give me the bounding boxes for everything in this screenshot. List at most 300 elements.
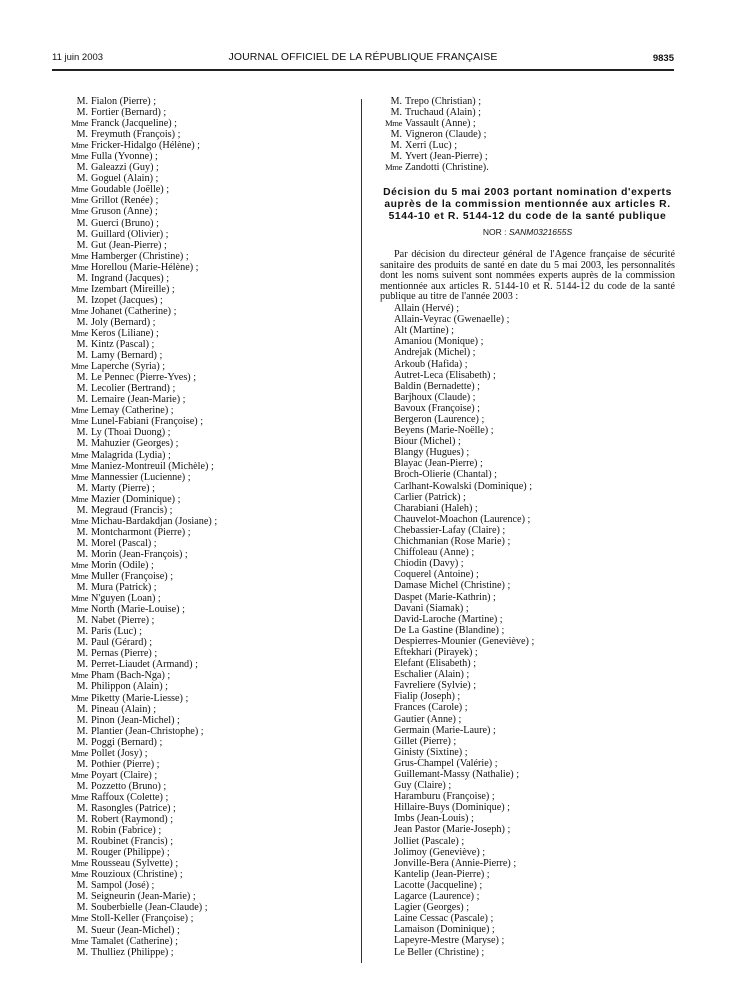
- civility: M.: [76, 626, 88, 638]
- civility: M.: [76, 217, 88, 229]
- civility: M.: [76, 648, 88, 660]
- column-divider: [361, 99, 362, 963]
- list-item: [66, 814, 346, 825]
- list-item: [66, 438, 346, 449]
- expert-name: Elefant (Elisabeth) ;: [394, 658, 477, 670]
- list-item: [66, 693, 346, 704]
- expert-name: Ginisty (Sixtine) ;: [394, 746, 468, 758]
- list-item: [380, 151, 675, 162]
- civility: Mme: [71, 913, 88, 924]
- person-name: Michau-Bardakdjan (Josiane) ;: [91, 515, 218, 527]
- civility: M.: [76, 725, 88, 737]
- list-item: [66, 538, 346, 549]
- civility: Mme: [71, 416, 88, 427]
- list-item: [66, 715, 346, 726]
- person-name: Paul (Gérard) ;: [91, 637, 153, 649]
- expert-name: Broch-Olierie (Chantal) ;: [394, 469, 497, 481]
- list-item: [66, 383, 346, 394]
- list-item: [66, 582, 346, 593]
- list-item: [380, 96, 675, 107]
- civility: M.: [76, 714, 88, 726]
- person-name: Franck (Jacqueline) ;: [91, 118, 177, 130]
- civility: Mme: [71, 327, 88, 338]
- person-name: Mura (Patrick) ;: [91, 582, 157, 594]
- list-item: [66, 792, 346, 803]
- list-item: [66, 218, 346, 229]
- person-name: Horellou (Marie-Hélène) ;: [91, 261, 199, 273]
- list-item: [66, 527, 346, 538]
- civility: M.: [76, 239, 88, 251]
- list-item: [66, 659, 346, 670]
- civility: Mme: [385, 118, 402, 129]
- civility: M.: [76, 780, 88, 792]
- civility: Mme: [71, 195, 88, 206]
- expert-name: Arkoub (Hafida) ;: [394, 358, 468, 370]
- person-name: Pernas (Pierre) ;: [91, 648, 158, 660]
- person-name: Rouzioux (Christine) ;: [91, 869, 183, 881]
- civility: Mme: [71, 471, 88, 482]
- person-name: Lamy (Bernard) ;: [91, 350, 163, 362]
- civility: M.: [76, 316, 88, 328]
- expert-name: Grus-Champel (Valérie) ;: [394, 757, 498, 769]
- person-name: Johanet (Catherine) ;: [91, 305, 177, 317]
- list-item: [66, 472, 346, 483]
- expert-name: Eftekhari (Pirayek) ;: [394, 646, 478, 658]
- person-name: Malagrida (Lydia) ;: [91, 449, 171, 461]
- civility: M.: [76, 394, 88, 406]
- person-name: Le Pennec (Pierre-Yves) ;: [91, 372, 197, 384]
- expert-name: Chebassier-Lafay (Claire) ;: [394, 524, 506, 536]
- civility: M.: [390, 151, 402, 163]
- civility: M.: [390, 96, 402, 107]
- list-item: [66, 339, 346, 350]
- expert-name: Lagarce (Laurence) ;: [394, 891, 480, 903]
- person-name: Marty (Pierre) ;: [91, 482, 155, 494]
- list-item: [66, 206, 346, 217]
- list-item: [66, 704, 346, 715]
- civility: M.: [76, 836, 88, 848]
- civility: Mme: [71, 151, 88, 162]
- person-name: Mahuzier (Georges) ;: [91, 438, 179, 450]
- header-date: 11 juin 2003: [52, 52, 104, 63]
- list-item: [66, 129, 346, 140]
- expert-name: Favreliere (Sylvie) ;: [394, 680, 477, 692]
- civility: M.: [76, 107, 88, 119]
- list-item: [66, 571, 346, 582]
- person-name: Mannessier (Lucienne) ;: [91, 471, 191, 483]
- list-item: [66, 869, 346, 880]
- expert-name: Charabiani (Haleh) ;: [394, 502, 478, 514]
- list-item: [66, 560, 346, 571]
- person-name: Morel (Pascal) ;: [91, 537, 157, 549]
- list-item: [66, 173, 346, 184]
- civility: M.: [76, 129, 88, 141]
- list-item: [66, 637, 346, 648]
- person-name: Goudable (Joëlle) ;: [91, 184, 170, 196]
- civility: M.: [76, 350, 88, 362]
- civility: M.: [76, 548, 88, 560]
- civility: Mme: [71, 559, 88, 570]
- civility: M.: [76, 96, 88, 107]
- civility: M.: [76, 736, 88, 748]
- list-item: [66, 593, 346, 604]
- person-name: Guerci (Bruno) ;: [91, 217, 159, 229]
- person-name: Hamberger (Christine) ;: [91, 250, 189, 262]
- list-item: [66, 450, 346, 461]
- civility: M.: [76, 162, 88, 174]
- person-name: Mazier (Dominique) ;: [91, 493, 181, 505]
- list-item: [66, 405, 346, 416]
- person-name: Vigneron (Claude) ;: [405, 129, 487, 141]
- civility: M.: [390, 129, 402, 141]
- expert-name: Lamaison (Dominique) ;: [394, 924, 495, 936]
- person-name: Yvert (Jean-Pierre) ;: [405, 151, 488, 163]
- person-name: Zandotti (Christine).: [405, 162, 489, 174]
- expert-name: Gillet (Pierre) ;: [394, 735, 457, 747]
- person-name: Souberbielle (Jean-Claude) ;: [91, 902, 208, 914]
- civility: Mme: [71, 184, 88, 195]
- person-name: Trepo (Christian) ;: [405, 96, 482, 107]
- person-name: Xerri (Luc) ;: [405, 140, 458, 152]
- person-name: Kintz (Pascal) ;: [91, 339, 155, 351]
- civility: M.: [76, 537, 88, 549]
- list-item: [66, 648, 346, 659]
- expert-name: Blangy (Hugues) ;: [394, 447, 470, 459]
- list-item: [66, 306, 346, 317]
- civility: M.: [76, 526, 88, 538]
- expert-name: Biour (Michel) ;: [394, 436, 461, 448]
- list-item: [66, 902, 346, 913]
- person-name: Philippon (Alain) ;: [91, 681, 168, 693]
- list-item: [66, 626, 346, 637]
- person-name: Rousseau (Sylvette) ;: [91, 858, 179, 870]
- expert-name: Lacotte (Jacqueline) ;: [394, 879, 483, 891]
- person-name: Keros (Liliane) ;: [91, 327, 159, 339]
- expert-name: De La Gastine (Blandine) ;: [394, 624, 505, 636]
- expert-name: Jolliet (Pascale) ;: [394, 835, 465, 847]
- person-name: Lecolier (Bertrand) ;: [91, 383, 176, 395]
- person-name: Robin (Fabrice) ;: [91, 825, 162, 837]
- expert-name: Carlhant-Kowalski (Dominique) ;: [394, 480, 533, 492]
- person-name: Nabet (Pierre) ;: [91, 615, 155, 627]
- expert-name: Carlier (Patrick) ;: [394, 491, 466, 503]
- list-item: [66, 737, 346, 748]
- person-name: Freymuth (François) ;: [91, 129, 181, 141]
- list-item: [380, 129, 675, 140]
- person-name: Pothier (Pierre) ;: [91, 758, 160, 770]
- list-item: [66, 151, 346, 162]
- list-item: [66, 262, 346, 273]
- expert-name: Eschalier (Alain) ;: [394, 669, 470, 681]
- civility: M.: [76, 880, 88, 892]
- civility: Mme: [71, 305, 88, 316]
- person-name: Pham (Bach-Nga) ;: [91, 670, 171, 682]
- list-item: [66, 516, 346, 527]
- civility: M.: [76, 825, 88, 837]
- expert-name: Haramburu (Françoise) ;: [394, 791, 495, 803]
- expert-name: Frances (Carole) ;: [394, 702, 468, 714]
- civility: Mme: [71, 692, 88, 703]
- civility: M.: [76, 272, 88, 284]
- civility: Mme: [385, 162, 402, 173]
- list-item: [66, 273, 346, 284]
- list-item: [66, 195, 346, 206]
- list-item: [66, 615, 346, 626]
- list-item: [66, 913, 346, 924]
- civility: Mme: [71, 791, 88, 802]
- list-item: [66, 328, 346, 339]
- list-item: [66, 427, 346, 438]
- expert-name: Kantelip (Jean-Pierre) ;: [394, 868, 490, 880]
- expert-name: Fialip (Joseph) ;: [394, 691, 461, 703]
- list-item: [66, 107, 346, 118]
- expert-name: Laine Cessac (Pascale) ;: [394, 913, 494, 925]
- person-name: Sampol (José) ;: [91, 880, 155, 892]
- person-name: Lemay (Catherine) ;: [91, 405, 174, 417]
- expert-name: Alt (Martine) ;: [394, 325, 454, 337]
- expert-name: Coquerel (Antoine) ;: [394, 569, 479, 581]
- list-item: [66, 925, 346, 936]
- list-item: [66, 140, 346, 151]
- civility: M.: [76, 814, 88, 826]
- list-item: [66, 461, 346, 472]
- civility: Mme: [71, 571, 88, 582]
- person-name: Lemaire (Jean-Marie) ;: [91, 394, 186, 406]
- list-item: [66, 350, 346, 361]
- civility: Mme: [71, 118, 88, 129]
- list-item: [66, 858, 346, 869]
- person-name: Joly (Bernard) ;: [91, 316, 156, 328]
- civility: Mme: [71, 261, 88, 272]
- page-number: 9835: [652, 53, 674, 64]
- list-item: [66, 394, 346, 405]
- person-name: Pollet (Josy) ;: [91, 747, 148, 759]
- civility: Mme: [71, 493, 88, 504]
- civility: M.: [76, 383, 88, 395]
- list-item: [66, 770, 346, 781]
- civility: M.: [76, 803, 88, 814]
- person-name: Galeazzi (Guy) ;: [91, 162, 159, 174]
- list-item: [66, 483, 346, 494]
- list-item: [66, 947, 346, 958]
- list-item: [66, 604, 346, 615]
- civility: M.: [76, 659, 88, 671]
- expert-name: Guillemant-Massy (Nathalie) ;: [394, 769, 520, 781]
- civility: Mme: [71, 769, 88, 780]
- list-item: [66, 96, 346, 107]
- list-item: [66, 880, 346, 891]
- expert-name: Chichmanian (Rose Marie) ;: [394, 536, 511, 548]
- person-name: Vassault (Anne) ;: [405, 118, 476, 130]
- expert-name: Bergeron (Laurence) ;: [394, 414, 485, 426]
- list-item: [66, 284, 346, 295]
- civility: M.: [76, 681, 88, 693]
- expert-name: Jean Pastor (Marie-Joseph) ;: [394, 824, 511, 836]
- expert-name: Allain-Veyrac (Gwenaelle) ;: [394, 314, 510, 326]
- person-name: Thulliez (Philippe) ;: [91, 946, 174, 958]
- expert-name: Damase Michel (Christine) ;: [394, 580, 511, 592]
- list-item: [66, 240, 346, 251]
- list-item: [66, 118, 346, 129]
- expert-name: Blayac (Jean-Pierre) ;: [394, 458, 483, 470]
- list-item: [66, 891, 346, 902]
- list-item: [66, 162, 346, 173]
- list-item: [66, 295, 346, 306]
- expert-name: Amaniou (Monique) ;: [394, 336, 484, 348]
- civility: M.: [76, 924, 88, 936]
- expert-name: Autret-Leca (Elisabeth) ;: [394, 369, 496, 381]
- person-name: Morin (Odile) ;: [91, 559, 154, 571]
- expert-name: David-Laroche (Martine) ;: [394, 613, 503, 625]
- list-item: [66, 681, 346, 692]
- list-item: [66, 759, 346, 770]
- civility: M.: [76, 228, 88, 240]
- list-item: [66, 748, 346, 759]
- person-name: Gruson (Anne) ;: [91, 206, 158, 218]
- expert-name: Despierres-Mounier (Geneviève) ;: [394, 635, 535, 647]
- person-name: Ingrand (Jacques) ;: [91, 272, 170, 284]
- person-name: Pinon (Jean-Michel) ;: [91, 714, 180, 726]
- person-name: Fortier (Bernard) ;: [91, 107, 167, 119]
- person-name: Gut (Jean-Pierre) ;: [91, 239, 167, 251]
- person-name: Laperche (Syria) ;: [91, 361, 166, 373]
- right-column: [380, 96, 675, 958]
- list-item: [66, 494, 346, 505]
- person-name: Piketty (Marie-Liesse) ;: [91, 692, 189, 704]
- person-name: Fricker-Hidalgo (Hélène) ;: [91, 140, 200, 152]
- civility: M.: [76, 482, 88, 494]
- civility: M.: [76, 372, 88, 384]
- continued-list: [380, 96, 675, 173]
- list-item: [66, 505, 346, 516]
- person-name: Goguel (Alain) ;: [91, 173, 159, 185]
- civility: Mme: [71, 361, 88, 372]
- expert-name: Allain (Hervé) ;: [394, 303, 460, 315]
- list-item: [66, 361, 346, 372]
- list-item: [380, 162, 675, 173]
- civility: M.: [390, 107, 402, 119]
- person-name: Guillard (Olivier) ;: [91, 228, 169, 240]
- list-item: [66, 372, 346, 383]
- person-name: N'guyen (Loan) ;: [91, 593, 161, 605]
- person-name: Fulla (Yvonne) ;: [91, 151, 158, 163]
- list-item: [66, 726, 346, 737]
- civility: M.: [76, 438, 88, 450]
- expert-name: Chiodin (Davy) ;: [394, 558, 464, 570]
- civility: Mme: [71, 250, 88, 261]
- person-name: Pineau (Alain) ;: [91, 703, 157, 715]
- nor-code: SANM0321655S: [508, 227, 573, 238]
- list-item: [66, 936, 346, 947]
- person-name: North (Marie-Louise) ;: [91, 604, 185, 616]
- person-name: Plantier (Jean-Christophe) ;: [91, 725, 204, 737]
- person-name: Lunel-Fabiani (Françoise) ;: [91, 416, 204, 428]
- list-item: [66, 847, 346, 858]
- decision-title: Décision du 5 mai 2003 portant nomination d'experts auprès de la commission mentionnée aux articles R. 5144-10 et R. 5144-12 du code de la santé publique: [383, 187, 672, 222]
- person-name: Muller (Françoise) ;: [91, 571, 174, 583]
- list-item: [66, 803, 346, 814]
- list-item: [66, 836, 346, 847]
- civility: M.: [76, 339, 88, 351]
- civility: Mme: [71, 869, 88, 880]
- person-name: Stoll-Keller (Françoise) ;: [91, 913, 194, 925]
- expert-name: Hillaire-Buys (Dominique) ;: [394, 802, 511, 814]
- list-item: [66, 317, 346, 328]
- civility: Mme: [71, 140, 88, 151]
- expert-name: Davani (Siamak) ;: [394, 602, 469, 614]
- list-item: [380, 118, 675, 129]
- expert-name: Baldin (Bernadette) ;: [394, 380, 480, 392]
- list-item: [66, 825, 346, 836]
- decision-paragraph: Par décision du directeur général de l'Agence française de sécurité sanitaire des produits de santé en date du 5 mai 2003, les personnalités dont les noms suivent sont nommées experts auprès de la commission mentionnée aux articles R. 5144-10 et R. 5144-12 du code de la santé publique au titre de l'année 2003 :: [380, 249, 675, 303]
- list-item: [66, 229, 346, 240]
- person-name: Truchaud (Alain) ;: [405, 107, 482, 119]
- list-item: [380, 140, 675, 151]
- list-item: [66, 251, 346, 262]
- civility: M.: [76, 847, 88, 859]
- expert-name: Le Beller (Christine) ;: [394, 946, 485, 958]
- civility: M.: [76, 902, 88, 914]
- expert-name: Bavoux (Françoise) ;: [394, 402, 481, 414]
- list-item: [66, 416, 346, 427]
- expert-name: Guy (Claire) ;: [394, 780, 452, 792]
- expert-name: Jolimoy (Geneviève) ;: [394, 846, 486, 858]
- person-name: Robert (Raymond) ;: [91, 814, 174, 826]
- expert-name: Andrejak (Michel) ;: [394, 347, 476, 359]
- list-item: [66, 184, 346, 195]
- list-item: [380, 107, 675, 118]
- list-item: [66, 549, 346, 560]
- person-name: Rasongles (Patrice) ;: [91, 803, 176, 814]
- person-name: Poggi (Bernard) ;: [91, 736, 163, 748]
- civility: M.: [76, 294, 88, 306]
- civility: M.: [76, 582, 88, 594]
- civility: M.: [76, 173, 88, 185]
- person-name: Paris (Luc) ;: [91, 626, 142, 638]
- expert-name: Beyens (Marie-Noëlle) ;: [394, 425, 494, 437]
- civility: Mme: [71, 670, 88, 681]
- nor-label: NOR :: [482, 227, 507, 238]
- civility: Mme: [71, 935, 88, 946]
- civility: M.: [76, 758, 88, 770]
- expert-name: Chauvelot-Moachon (Laurence) ;: [394, 513, 531, 525]
- journal-title: JOURNAL OFFICIEL DE LA RÉPUBLIQUE FRANÇAISE: [228, 51, 498, 63]
- person-name: Raffoux (Colette) ;: [91, 791, 169, 803]
- expert-name: Gautier (Anne) ;: [394, 713, 462, 725]
- person-name: Sueur (Jean-Michel) ;: [91, 924, 180, 936]
- civility: Mme: [71, 515, 88, 526]
- expert-name: Chiffoleau (Anne) ;: [394, 547, 475, 559]
- expert-name: Germain (Marie-Laure) ;: [394, 724, 496, 736]
- person-name: Morin (Jean-François) ;: [91, 548, 188, 560]
- person-name: Perret-Liaudet (Armand) ;: [91, 659, 198, 671]
- civility: M.: [76, 703, 88, 715]
- civility: M.: [76, 504, 88, 516]
- civility: M.: [76, 637, 88, 649]
- person-name: Ly (Thoai Duong) ;: [91, 427, 171, 439]
- expert-name: Jonville-Bera (Annie-Pierre) ;: [394, 857, 517, 869]
- person-name: Seigneurin (Jean-Marie) ;: [91, 891, 196, 903]
- civility: M.: [76, 946, 88, 958]
- expert-name: Imbs (Jean-Louis) ;: [394, 813, 474, 825]
- person-name: Maniez-Montreuil (Michèle) ;: [91, 460, 214, 472]
- experts-list: [380, 303, 675, 958]
- civility: Mme: [71, 604, 88, 615]
- person-name: Megraud (Francis) ;: [91, 504, 173, 516]
- person-name: Rouger (Philippe) ;: [91, 847, 170, 859]
- civility: Mme: [71, 747, 88, 758]
- list-item: [66, 670, 346, 681]
